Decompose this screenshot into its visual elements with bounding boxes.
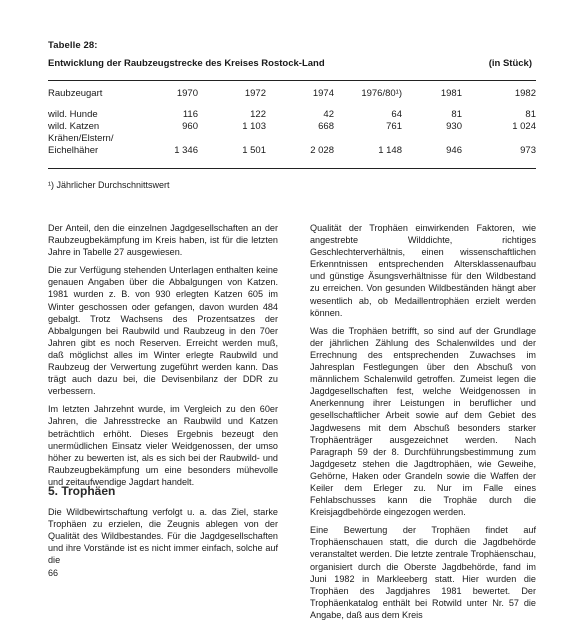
table-subtitle: Entwicklung der Raubzeugstrecke des Kreises Rostock-Land — [48, 58, 325, 69]
section-paragraph-block — [48, 506, 278, 566]
table-row — [48, 109, 536, 121]
cell: 1 501 — [242, 145, 266, 156]
header-label: Raubzeugart — [48, 88, 103, 99]
paragraph: Die zur Verfügung stehenden Unterlagen enthalten keine genauen Angaben über die Abbalgungen von Katzen. 1981 wurden z. B. von 930 erlegten Katzen 605 im Winter geschossen oder gefangen, davon wurden 484 gebalgt. Trotz Wachsens des Prozentsatzes der Abbalgungen bei Raubwild und Raubzeug in den 70er Jahren gibt es noch Reserven. Erreicht werden muß, daß möglichst alles im Winter erlegte Raubwild und Raubzeug der Verwertung zugeführt werden kann. Das trägt auch dazu bei, die Devisenbilanz der DDR zu verbessern. — [48, 265, 278, 397]
cell: 761 — [386, 121, 402, 132]
paragraph: Der Anteil, den die einzelnen Jagdgesellschaften an der Raubzeugbekämpfung im Kreis haben, ist für die letzten Jahre in Tabelle 27 ausgewiesen. — [48, 223, 278, 258]
cell: 946 — [446, 145, 462, 156]
right-column — [310, 222, 536, 627]
paragraph: Was die Trophäen betrifft, so sind auf der Grundlage der jährlichen Zählung des Schalenwildes und der Errechnung des entsprechenden Zuwachses im Jahresplan Festlegungen über den Abschuß von männlichem Schalenwild getroffen. Zumeist legen die Jagdgesellschaften fest, welche Weidgenossen in Anerkennung ihrer Leistungen in beruflicher und gesellschaftlicher Arbeit sowie auf dem Gebiet des Jagdwesens mit dem Abschuß besonders starker Trophäenträger ausgezeichnet werden. Nach Paragraph 59 der 8. Durchführungsbestimmung zum Jagdgesetz stehen die Jagdtrophäen, wie Geweihe, Gehörne, Haken oder Grandeln sowie die Waffen der Keiler dem Erleger zu. Nur im Falle eines Fehlabschusses kann die Trophäe durch die Kreisjagdbehörde eingezogen werden. — [310, 325, 536, 518]
year-header: 1976/80¹) — [361, 88, 402, 99]
cell: 1 103 — [242, 121, 266, 132]
table-row — [48, 145, 536, 157]
cell: 81 — [525, 109, 536, 120]
cell: 668 — [318, 121, 334, 132]
cell: 2 028 — [310, 145, 334, 156]
table-footnote: ¹) Jährlicher Durchschnittswert — [48, 180, 170, 190]
cell: 1 024 — [512, 121, 536, 132]
paragraph: Qualität der Trophäen einwirkenden Faktoren, wie angestrebte Wilddichte, richtiges Geschlechterverhältnis, einen wissenschaftlichen Erkenntnissen entsprechenden Altersklassenaufbau und günstige Äsungsverhältnisse für den Wildbestand zu erreichen. Von gesunden Wildbeständen hängt aber wesentlich ab, ob Medaillentrophäen erzielt werden können. — [310, 223, 536, 318]
year-header: 1982 — [514, 88, 536, 99]
row-label: wild. Katzen — [48, 121, 100, 132]
raubzeug-table — [48, 88, 536, 157]
row-label: wild. Hunde — [48, 109, 98, 120]
section-heading: 5. Trophäen — [48, 484, 116, 498]
year-header: 1974 — [312, 88, 334, 99]
table-header-row — [48, 88, 536, 109]
cell: 116 — [182, 109, 198, 120]
row-label: Krähen/Elstern/ — [48, 133, 114, 144]
table-row — [48, 133, 536, 145]
cell: 42 — [323, 109, 334, 120]
year-header: 1972 — [244, 88, 266, 99]
cell: 122 — [250, 109, 266, 120]
paragraph: Eine Bewertung der Trophäen findet auf Trophäenschauen statt, die durch die Jagdbehörde veranstaltet werden. Die letzte zentrale Trophäenschau, organisiert durch die Oberste Jagdbehörde, fand im Juni 1982 in Markleeberg statt. Hier wurden die Trophäen des Jagdjahres 1981 bewertet. Der Trophäenkatalog enthält bei Rotwild unter Nr. 57 die Angabe, daß aus dem Kreis — [310, 525, 536, 620]
page-number: 66 — [48, 568, 59, 578]
year-header: 1970 — [176, 88, 198, 99]
row-label: Eichelhäher — [48, 145, 99, 156]
cell: 81 — [451, 109, 462, 120]
table-unit: (in Stück) — [488, 58, 532, 69]
year-header: 1981 — [440, 88, 462, 99]
cell: 930 — [446, 121, 462, 132]
cell: 973 — [520, 145, 536, 156]
cell: 64 — [391, 109, 402, 120]
paragraph: Die Wildbewirtschaftung verfolgt u. a. das Ziel, starke Trophäen zu erzielen, die Zeugnis ablegen von der Qualität des Wildbestandes. Für die Jagdgesellschaften und ihre Vorstände ist es nicht immer einfach, solche auf die — [48, 507, 278, 566]
paragraph: Im letzten Jahrzehnt wurde, im Vergleich zu den 60er Jahren, die Jahresstrecke an Raubwild und Katzen beträchtlich erhöht. Dieses Ergebnis bezeugt den unermüdlichen Einsatz vieler Weidgenossen, der umso höher zu bewerten ist, als es sich bei der Raubwild- und Raubzeugbekämpfung um eine besonders mühevolle und zeitaufwendige Jagdart handelt. — [48, 404, 278, 487]
table-row — [48, 121, 536, 133]
table-title: Tabelle 28: — [48, 40, 98, 51]
left-column — [48, 222, 278, 494]
table-bottom-rule — [48, 168, 536, 169]
cell: 1 346 — [174, 145, 198, 156]
cell: 1 148 — [378, 145, 402, 156]
cell: 960 — [182, 121, 198, 132]
table-top-rule — [48, 80, 536, 81]
